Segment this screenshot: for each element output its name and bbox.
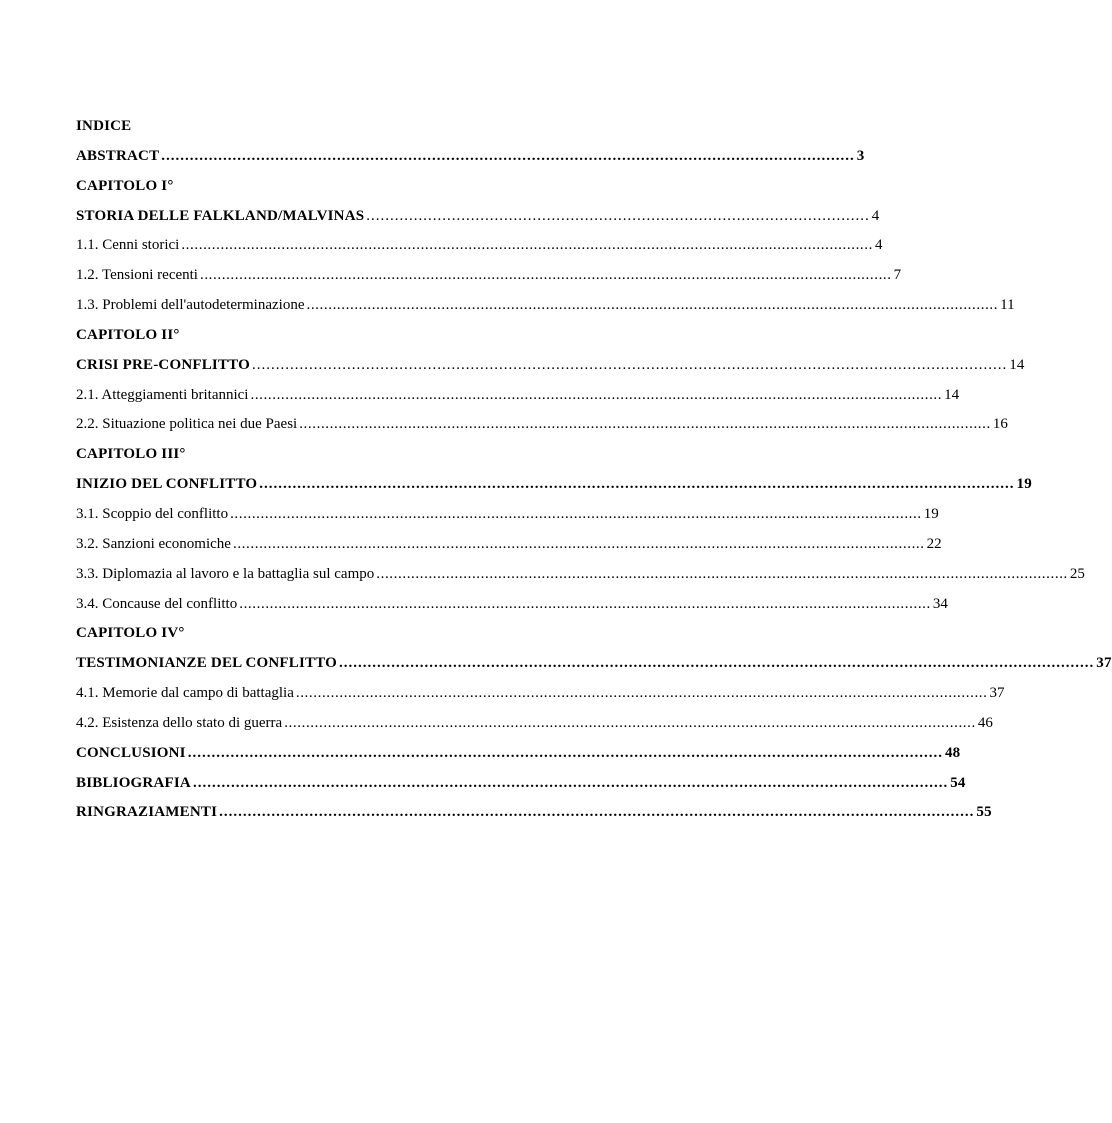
toc-entry-page: 11 [1000,297,1015,314]
toc-entry-page: 37 [989,685,1005,702]
toc-entry-label: 1.3. Problemi dell'autodeterminazione [76,297,305,314]
toc-entry-label: TESTIMONIANZE DEL CONFLITTO [76,655,338,672]
toc-entry-page: 34 [932,595,948,612]
dot-leader: ............................................................................................................................................................... [187,744,943,761]
toc-title: INDICE [76,118,132,134]
toc-entry-4-1[interactable] [76,679,1005,709]
toc-entry-3-2[interactable] [76,530,942,560]
dot-leader: ............................................................................................................................................................... [376,565,1068,582]
toc-entry-testimonianze[interactable] [76,649,1112,679]
toc-entry-conclusioni[interactable] [76,739,961,769]
toc-entry-label: 4.1. Memorie dal campo di battaglia [76,685,294,702]
toc-entry-label: 3.4. Concause del conflitto [76,595,238,612]
toc-entry-abstract[interactable] [76,142,865,172]
dot-leader: ............................................................................................................................................................... [284,714,976,731]
toc-entry-page: 4 [871,207,880,224]
toc-entry-page: 48 [944,744,961,761]
toc-entry-3-4[interactable] [76,590,948,620]
dot-leader: ............................................................................................................................................................... [250,386,943,403]
dot-leader: .......................................................................................................... [366,207,870,224]
toc-heading-capitolo-4: CAPITOLO IV° [76,625,185,642]
dot-leader: ............................................................................................................................................................... [232,535,925,552]
toc-entry-page: 3 [856,147,865,164]
toc-entry-1-1[interactable] [76,231,883,261]
toc-entry-label: STORIA DELLE FALKLAND/MALVINAS [76,207,365,224]
dot-leader: .................................................................................................................................................. [161,147,855,164]
toc-entry-page: 14 [944,386,960,403]
toc-entry-page: 55 [976,804,992,821]
toc-entry-label: 2.2. Situazione politica nei due Paesi [76,416,298,433]
dot-leader: ............................................................................................................................................................... [259,476,1015,493]
toc-entry-label: 3.3. Diplomazia al lavoro e la battaglia sul campo [76,565,375,582]
toc-entry-label: 1.1. Cenni storici [76,237,180,254]
toc-entry-label: INIZIO DEL CONFLITTO [76,476,258,493]
toc-entry-label: 2.1. Atteggiamenti britannici [76,386,249,403]
toc-entry-page: 22 [926,535,942,552]
toc-entry-page: 37 [1096,655,1112,672]
dot-leader: ............................................................................................................................................................... [295,685,988,702]
toc-entry-2-1[interactable] [76,381,960,411]
toc-entry-3-1[interactable] [76,500,939,530]
toc-entry-label: 4.2. Esistenza dello stato di guerra [76,714,283,731]
toc-entry-label: CONCLUSIONI [76,744,186,761]
toc-entry-storia[interactable] [76,202,880,232]
toc-entry-bibliografia[interactable] [76,769,966,799]
toc-entry-1-2[interactable] [76,261,902,291]
dot-leader: ............................................................................................................................................................... [306,297,999,314]
toc-entry-label: BIBLIOGRAFIA [76,774,191,791]
table-of-contents [76,112,1112,828]
toc-entry-crisi[interactable] [76,351,1025,381]
toc-entry-ringraziamenti[interactable] [76,798,992,828]
dot-leader: ............................................................................................................................................................... [339,655,1095,672]
toc-entry-1-3[interactable] [76,291,1015,321]
dot-leader: ............................................................................................................................................................... [230,505,922,522]
toc-entry-label: 3.2. Sanzioni economiche [76,535,231,552]
toc-entry-4-2[interactable] [76,709,993,739]
toc-entry-label: 1.2. Tensioni recenti [76,267,198,284]
toc-entry-label: ABSTRACT [76,147,160,164]
toc-heading-capitolo-2: CAPITOLO II° [76,326,180,343]
toc-entry-page: 46 [977,714,993,731]
toc-heading-capitolo-1: CAPITOLO I° [76,177,174,194]
toc-entry-page: 25 [1069,565,1085,582]
toc-entry-2-2[interactable] [76,410,1008,440]
toc-entry-3-3[interactable] [76,560,1085,590]
toc-entry-page: 4 [874,237,883,254]
toc-entry-page: 7 [893,267,902,284]
dot-leader: ............................................................................................................................................................... [181,237,873,254]
toc-entry-inizio[interactable] [76,470,1032,500]
toc-entry-label: CRISI PRE-CONFLITTO [76,356,250,373]
dot-leader: ............................................................................................................................................................... [299,416,991,433]
toc-entry-page: 19 [1016,476,1032,493]
toc-entry-page: 16 [992,416,1008,433]
dot-leader: ............................................................................................................................................................... [199,267,892,284]
dot-leader: ............................................................................................................................................................... [239,595,931,612]
toc-entry-page: 54 [950,774,966,791]
dot-leader: ............................................................................................................................................................... [251,356,1008,373]
dot-leader: ............................................................................................................................................................... [219,804,975,821]
toc-entry-page: 14 [1009,356,1025,373]
toc-heading-capitolo-3: CAPITOLO III° [76,446,186,463]
toc-entry-label: 3.1. Scoppio del conflitto [76,505,229,522]
toc-entry-page: 19 [923,505,939,522]
dot-leader: ............................................................................................................................................................... [192,774,949,791]
toc-entry-label: RINGRAZIAMENTI [76,804,218,821]
